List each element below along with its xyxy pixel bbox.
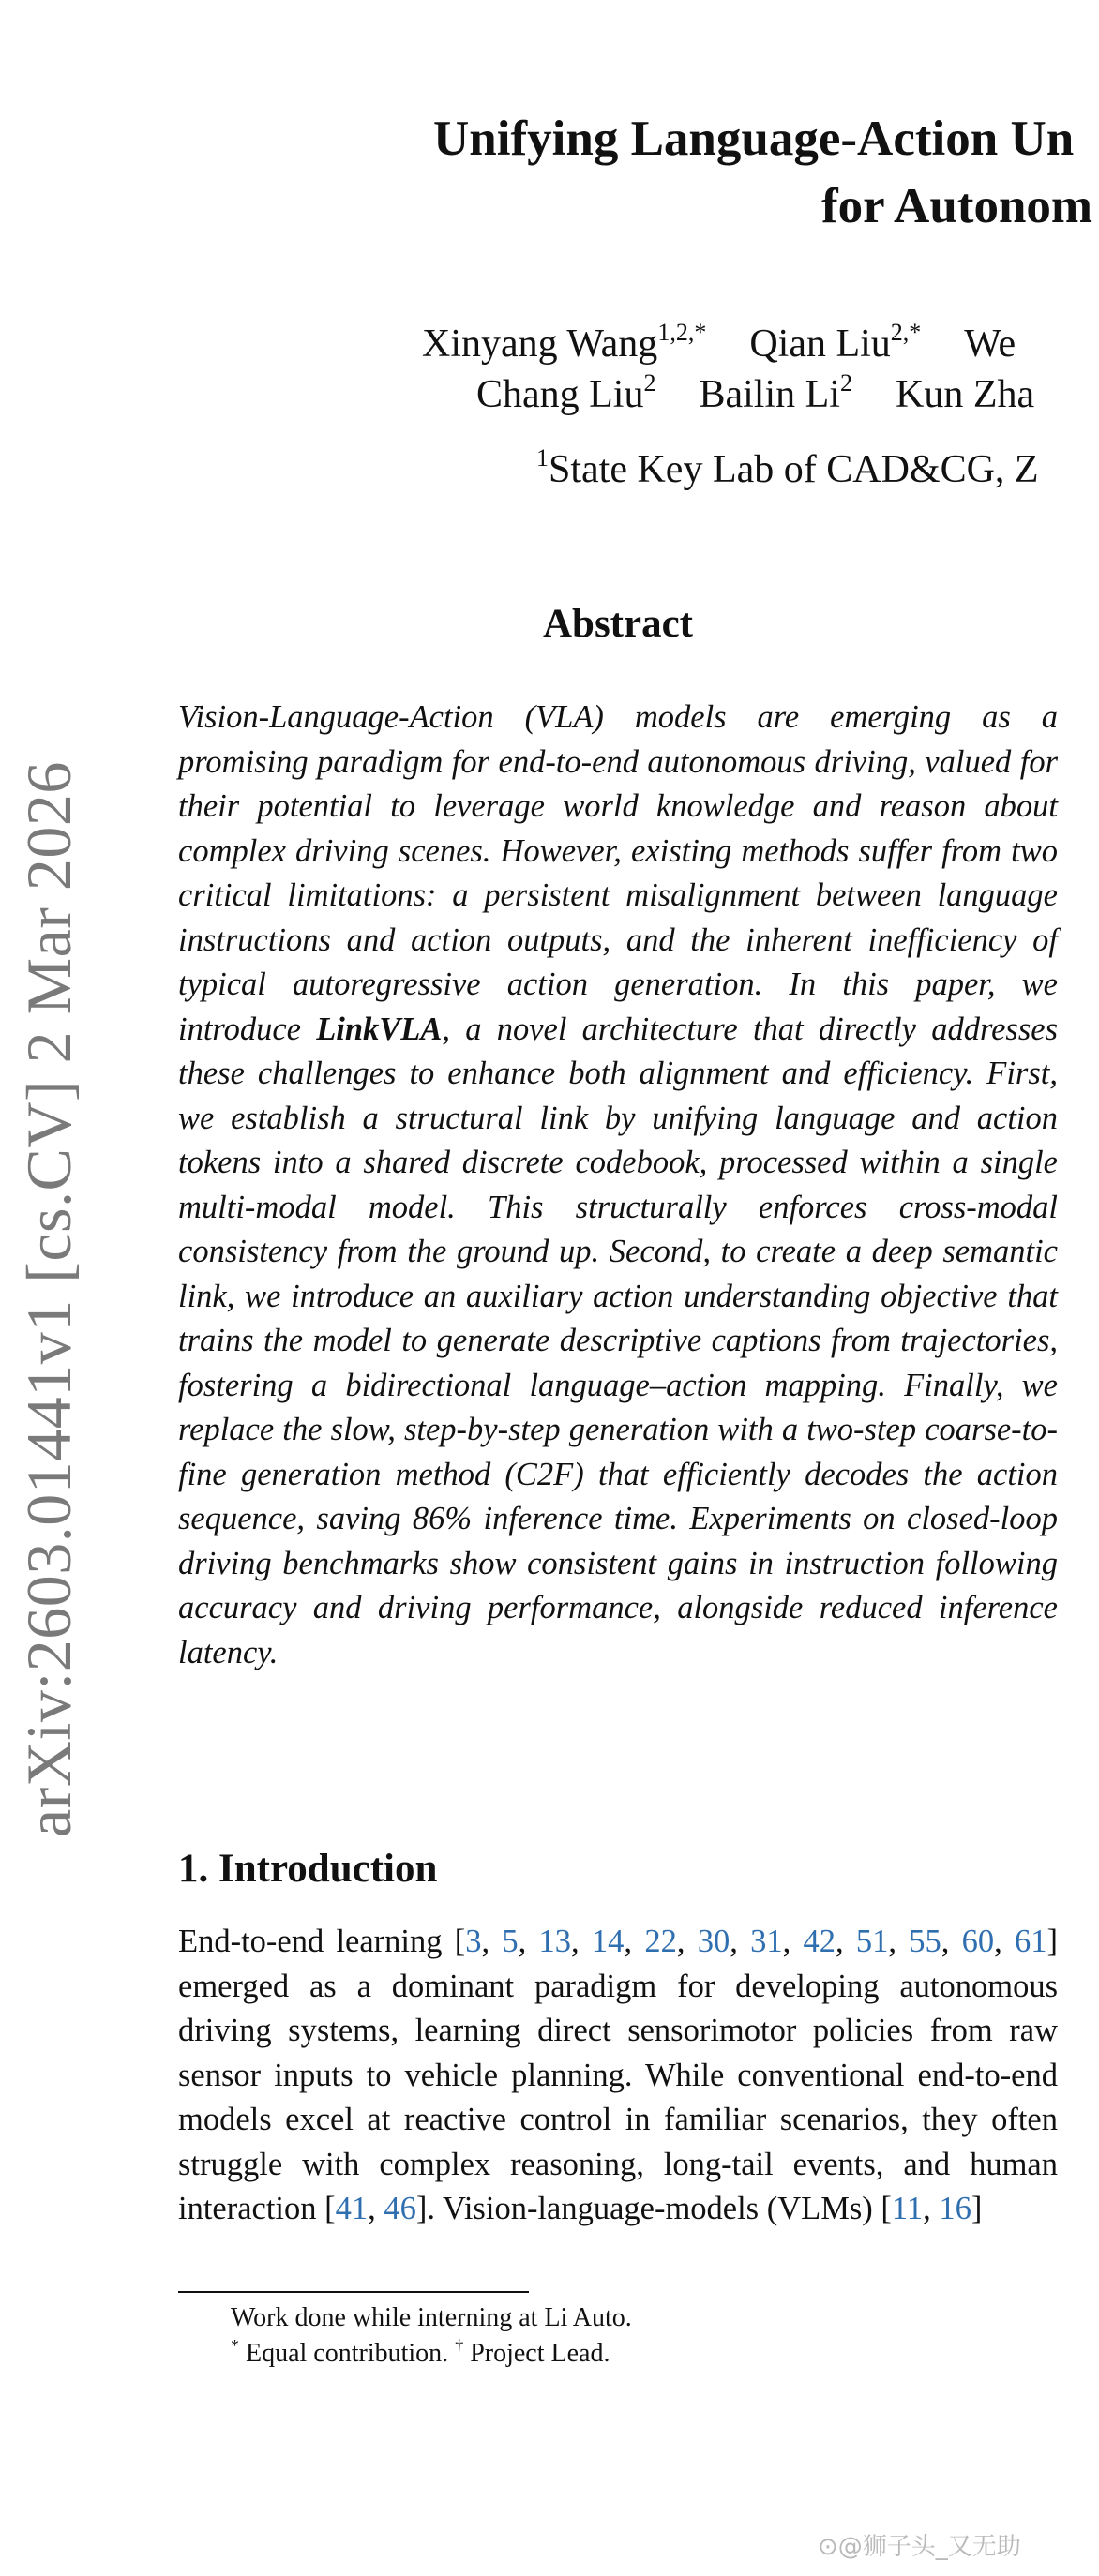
- citation-link[interactable]: 13: [538, 1924, 572, 1959]
- citation-link[interactable]: 60: [961, 1924, 995, 1959]
- introduction-paragraph: End-to-end learning [3, 5, 13, 14, 22, 30, 31, 42, 51, 55, 60, 61] emerged as a dominant paradigm for developing autonomous driving systems, learning direct sensorimotor policies from raw sensor inputs to vehicle planning. While conventional end-to-end models excel at reactive control in familiar scenarios, they often struggle with complex reasoning, long-tail events, and human interaction [41, 46]. Vision-language-models (VLMs) [11, 16]: [178, 1924, 1059, 2226]
- citation-link[interactable]: 61: [1015, 1924, 1047, 1959]
- affiliation: $^1$State Key Lab of CAD&CG, Z: [536, 444, 1039, 491]
- author: We: [964, 322, 1016, 366]
- weibo-watermark: ⊙@狮子头_又无助: [818, 2533, 1021, 2561]
- abstract-heading: Abstract: [542, 602, 693, 646]
- title-line-1: Unifying Language-Action Un: [433, 112, 1075, 166]
- citation-link[interactable]: 51: [855, 1924, 889, 1959]
- citation-group-2: 41, 46: [335, 2191, 416, 2226]
- citation-link[interactable]: 11: [891, 2191, 924, 2226]
- citation-link[interactable]: 16: [939, 2191, 971, 2226]
- section-heading-introduction: 1. Introduction: [178, 1847, 438, 1891]
- paper-title: [433, 105, 1099, 240]
- footnote-1: Work done while interning at Li Auto.: [231, 2303, 632, 2332]
- citation-link[interactable]: 30: [697, 1924, 730, 1959]
- citation-link[interactable]: 14: [591, 1924, 625, 1959]
- author: Xinyang Wang$^{1,2,*}$: [422, 319, 707, 366]
- footnote-rule: [178, 2291, 529, 2293]
- author: Bailin Li$^2$: [699, 369, 852, 416]
- title-line-2: for Autonom: [821, 179, 1093, 233]
- author-row-2: [422, 369, 1099, 420]
- model-name: LinkVLA: [316, 1011, 443, 1047]
- citation-link[interactable]: 3: [465, 1924, 482, 1959]
- abstract-text: Vision-Language-Action (VLA) models are emerging as a promising paradigm for end-to-end autonomous driving, valued for their potential to leverage world knowledge and reason about complex driving scenes. However, existing methods suffer from two critical limitations: a persistent misalignment between language instructions and action outputs, and the inherent inefficiency of typical autoregressive action generation. In this paper, we introduce LinkVLA, a novel architecture that directly addresses these challenges to enhance both alignment and efficiency. First, we establish a structural link by unifying language and action tokens into a shared discrete codebook, processed within a single multi-modal model. This structurally enforces cross-modal consistency from the ground up. Second, to create a deep semantic link, we introduce an auxiliary action understanding objective that trains the model to generate descriptive captions from trajectories, fostering a bidirectional language–action mapping. Finally, we replace the slow, step-by-step generation with a two-step coarse-to-fine generation method (C2F) that efficiently decodes the action sequence, saving 86% inference time. Experiments on closed-loop driving benchmarks show consistent gains in instruction following accuracy and driving performance, alongside reduced inference latency.: [178, 699, 1058, 1670]
- citation-link[interactable]: 46: [384, 2191, 416, 2226]
- citation-group-3: 11, 16: [891, 2191, 971, 2226]
- author: Chang Liu$^2$: [476, 369, 656, 416]
- citation-link[interactable]: 42: [803, 1924, 836, 1959]
- citation-link[interactable]: 22: [644, 1924, 677, 1959]
- author-list: [422, 319, 1099, 420]
- author: Qian Liu$^{2,*}$: [749, 319, 922, 366]
- citation-link[interactable]: 31: [750, 1924, 783, 1959]
- citation-group-1: 3, 5, 13, 14, 22, 30, 31, 42, 51, 55, 60, 61: [465, 1924, 1047, 1959]
- footnote-2: * Equal contribution. † Project Lead.: [231, 2336, 610, 2368]
- citation-link[interactable]: 5: [502, 1924, 519, 1959]
- author-row-1: [422, 319, 1099, 369]
- citation-link[interactable]: 55: [909, 1924, 941, 1959]
- footnotes: [231, 2300, 981, 2372]
- arxiv-stamp: arXiv:2603.01441v1 [cs.CV] 2 Mar 2026: [13, 761, 84, 1837]
- author: Kun Zha: [895, 373, 1035, 416]
- citation-link[interactable]: 41: [335, 2191, 369, 2226]
